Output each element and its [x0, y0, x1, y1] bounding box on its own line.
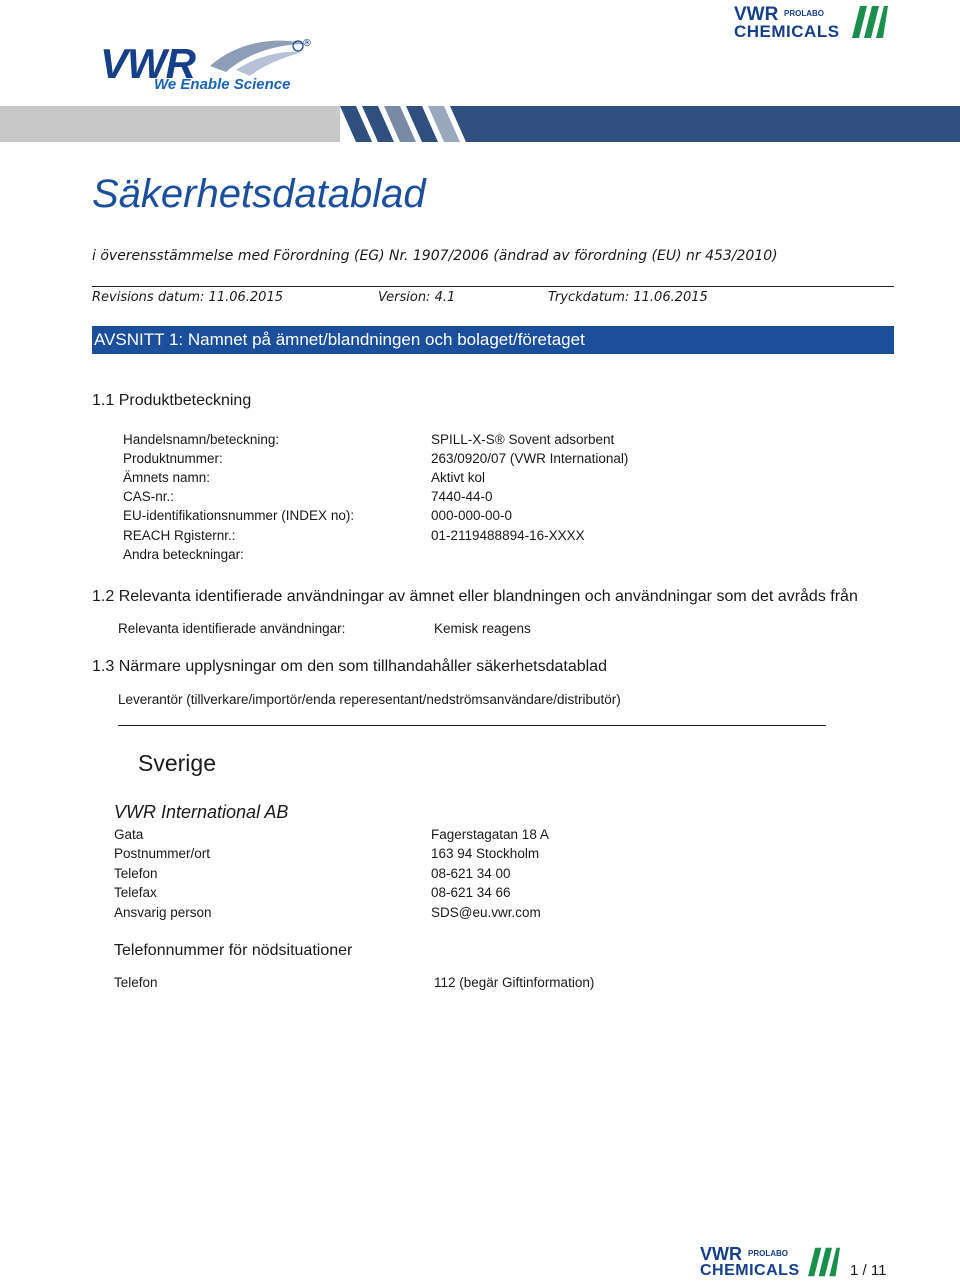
emergency-value: 112 (begär Giftinformation)	[434, 975, 595, 990]
company-name: VWR International AB	[114, 802, 289, 822]
field-label: REACH Rgisternr.:	[123, 528, 236, 543]
revision-date: Revisions datum: 11.06.2015	[92, 290, 283, 305]
header-band	[0, 106, 960, 142]
document-title: Säkerhetsdatablad	[92, 172, 426, 216]
field-value: 263/0920/07 (VWR International)	[431, 451, 629, 466]
field-value: 01-2119488894-16-XXXX	[431, 528, 585, 543]
contact-label: Ansvarig person	[114, 905, 212, 920]
emergency-label: Telefon	[114, 975, 158, 990]
subsection-1-1-heading: 1.1 Produktbeteckning	[92, 392, 252, 409]
chem-stripes-icon	[852, 6, 888, 38]
footer-logo-line2: CHEMICALS	[700, 1262, 800, 1279]
section-1-heading-text: AVSNITT 1: Namnet på ämnet/blandningen och bolaget/företaget	[94, 330, 585, 349]
print-date: Tryckdatum: 11.06.2015	[548, 290, 708, 305]
field-value: Aktivt kol	[431, 470, 486, 485]
emergency-heading: Telefonnummer för nödsituationer	[114, 942, 353, 959]
footer-vwr-chemicals-logo	[700, 1244, 840, 1280]
subsection-1-3-heading: 1.3 Närmare upplysningar om den som tillhandahåller säkerhetsdatablad	[92, 658, 607, 675]
subsection-1-2-heading: 1.2 Relevanta identifierade användningar av ämnet eller blandningen och användningar som det avråds från	[92, 588, 858, 605]
footer-logo-brand: VWR	[700, 1244, 742, 1264]
country-heading: Sverige	[138, 750, 216, 776]
contact-label: Telefax	[114, 885, 157, 900]
contact-value: 163 94 Stockholm	[431, 846, 540, 861]
footer-logo-sub: PROLABO	[748, 1249, 788, 1258]
field-label: Andra beteckningar:	[123, 547, 244, 562]
footer-stripes-icon	[808, 1246, 840, 1278]
vwr-logo	[96, 36, 316, 100]
chem-logo-brand: VWR	[734, 4, 779, 25]
field-label: Handelsnamn/beteckning:	[123, 432, 280, 447]
section-1-heading	[92, 326, 894, 354]
document-subtitle: i överensstämmelse med Förordning (EG) Nr. 1907/2006 (ändrad av förordning (EU) nr 453/2010)	[92, 248, 778, 264]
uses-label: Relevanta identifierade användningar:	[118, 621, 346, 636]
contact-value: 08-621 34 66	[431, 885, 511, 900]
revision-rule	[92, 286, 894, 287]
vwr-logo-tagline: We Enable Science	[154, 76, 291, 93]
contact-email[interactable]: SDS@eu.vwr.com	[431, 905, 541, 920]
contact-label: Telefon	[114, 866, 158, 881]
contact-label: Postnummer/ort	[114, 846, 211, 861]
vwr-logo-wordmark: VWR	[100, 40, 195, 87]
uses-value: Kemisk reagens	[434, 621, 531, 636]
contact-value: 08-621 34 00	[431, 866, 511, 881]
chem-logo-line2: CHEMICALS	[734, 22, 840, 41]
contact-value: Fagerstagatan 18 A	[431, 827, 549, 842]
field-label: EU-identifikationsnummer (INDEX no):	[123, 508, 355, 523]
field-value: 000-000-00-0	[431, 508, 513, 523]
field-value: 7440-44-0	[431, 489, 493, 504]
page-number: 1 / 11	[850, 1262, 887, 1279]
supplier-rule	[118, 725, 826, 726]
contact-label: Gata	[114, 827, 144, 842]
version: Version: 4.1	[378, 290, 456, 305]
field-label: Ämnets namn:	[123, 470, 211, 485]
chem-logo-sub: PROLABO	[784, 9, 824, 18]
registered-mark: ®	[302, 38, 312, 49]
vwr-chemicals-logo	[734, 4, 890, 40]
vwr-swoosh-icon	[206, 36, 316, 80]
field-label: Produktnummer:	[123, 451, 223, 466]
field-value: SPILL-X-S® Sovent adsorbent	[431, 432, 615, 447]
supplier-line: Leverantör (tillverkare/importör/enda reperesentant/nedströmsanvändare/distributör)	[118, 692, 621, 707]
field-label: CAS-nr.:	[123, 489, 175, 504]
